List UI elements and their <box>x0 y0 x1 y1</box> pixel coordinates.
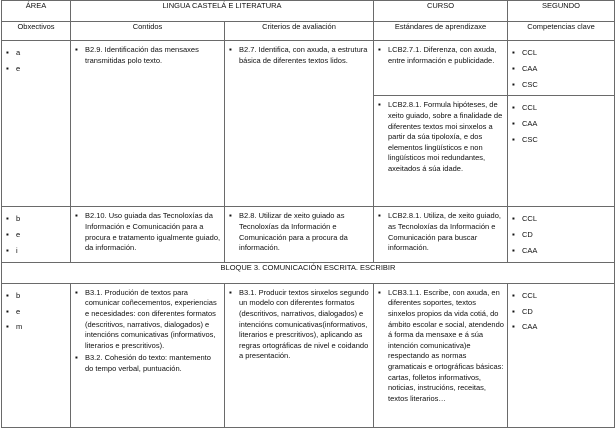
table-row <box>2 207 615 262</box>
list-item: ▪ B3.2. Cohesión do texto: mantemento do tempo verbal, puntuación. <box>85 353 221 374</box>
list-item: ▪ CSC <box>522 132 611 148</box>
list-item: ▪ CCL <box>522 288 611 304</box>
subheader-row <box>2 22 615 41</box>
standards-cell <box>374 283 508 427</box>
competences-cell <box>508 41 615 96</box>
list-item: ▪ LCB2.8.1. Formula hipóteses, de xeito guiado, sobre a finalidade de diferentes textos moi sinxelos a partir da súa tipoloxía, e dos elementos lingüísticos e non lingüísticos moi redundantes, axeitados á súa idade. <box>388 100 504 174</box>
segundo-header: SEGUNDO <box>508 1 615 22</box>
curso-header: CURSO <box>374 1 508 22</box>
header-row <box>2 1 615 22</box>
objectives-cell <box>2 41 71 207</box>
list-item: ▪ B3.1. Producir textos sinxelos segundo un modelo con diferentes formatos (descritivos, narrativos, dialogados) e intencións comunicativas(informativos, literarios e prescritivos), aplicando as regras ortográficas de nivel e coidando a presentación. <box>239 288 370 362</box>
standards-header: Estándares de aprendizaxe <box>374 22 508 41</box>
list-item: ▪ LCB2.7.1. Diferenza, con axuda, entre información e publicidade. <box>388 45 504 66</box>
criteria-cell <box>225 207 374 262</box>
list-item: ▪ CD <box>522 304 611 320</box>
list-item: ▪ CAA <box>522 243 611 259</box>
list-item: ▪ CAA <box>522 319 611 335</box>
list-item: ▪ e <box>16 227 67 243</box>
competences-header: Competencias clave <box>508 22 615 41</box>
list-item: ▪ CCL <box>522 211 611 227</box>
standards-cell <box>374 41 508 96</box>
bloque-row <box>2 262 615 283</box>
standards-cell <box>374 207 508 262</box>
list-item: ▪ b <box>16 288 67 304</box>
subject-header: LINGUA CASTELÁ E LITERATURA <box>71 1 374 22</box>
list-item: ▪ LCB3.1.1. Escribe, con axuda, en diferentes soportes, textos sinxelos propios da vida cotiá, do ámbito escolar e social, atendendo á forma da mensaxe e á súa intención comunicativa)e respectando as normas gramaticais e ortográficas básicas: cartas, folletos informativos, noticias, instrucións, receitas, textos literarios… <box>388 288 504 405</box>
competences-cell <box>508 283 615 427</box>
criteria-cell <box>225 41 374 207</box>
criteria-cell <box>225 283 374 427</box>
competences-cell <box>508 207 615 262</box>
list-item: ▪ e <box>16 304 67 320</box>
list-item: ▪ b <box>16 211 67 227</box>
list-item: ▪ a <box>16 45 67 61</box>
list-item: ▪ B2.8. Utilizar de xeito guiado as Tecnoloxías da Información e Comunicación para a procura da información. <box>239 211 370 253</box>
contents-cell <box>71 283 225 427</box>
list-item: ▪ B2.9. Identificación das mensaxes transmitidas polo texto. <box>85 45 221 66</box>
list-item: ▪ CAA <box>522 61 611 77</box>
standards-cell <box>374 96 508 207</box>
table-row <box>2 283 615 427</box>
area-header: ÁREA <box>2 1 71 22</box>
list-item: ▪ B3.1. Produción de textos para comunicar coñecementos, experiencias e necesidades: con diferentes formatos (descritivos, narrativos, dialogados) e intencións comunicativas (informativos, literarios e prescritivos). <box>85 288 221 352</box>
bloque3-title: BLOQUE 3. COMUNICACIÓN ESCRITA. ESCRIBIR <box>2 262 615 283</box>
list-item: ▪ i <box>16 243 67 259</box>
objectives-cell <box>2 283 71 427</box>
list-item: ▪ B2.7. Identifica, con axuda, a estrutura básica de diferentes textos lidos. <box>239 45 370 66</box>
list-item: ▪ CSC <box>522 77 611 93</box>
table-row <box>2 41 615 96</box>
list-item: ▪ m <box>16 319 67 335</box>
list-item: ▪ B2.10. Uso guiada das Tecnoloxías da Información e Comunicación para a procura e tratamento igualmente guiado, da información. <box>85 211 221 253</box>
criteria-header: Criterios de avaliación <box>225 22 374 41</box>
list-item: ▪ CD <box>522 227 611 243</box>
contents-cell <box>71 41 225 207</box>
curriculum-table <box>1 0 615 428</box>
list-item: ▪ CCL <box>522 45 611 61</box>
list-item: ▪ CCL <box>522 100 611 116</box>
objectives-header: Obxectivos <box>2 22 71 41</box>
objectives-cell <box>2 207 71 262</box>
list-item: ▪ LCB2.8.1. Utiliza, de xeito guiado, as Tecnoloxías da Información e Comunicación para buscar información. <box>388 211 504 253</box>
contents-header: Contidos <box>71 22 225 41</box>
contents-cell <box>71 207 225 262</box>
list-item: ▪ e <box>16 61 67 77</box>
list-item: ▪ CAA <box>522 116 611 132</box>
competences-cell <box>508 96 615 207</box>
